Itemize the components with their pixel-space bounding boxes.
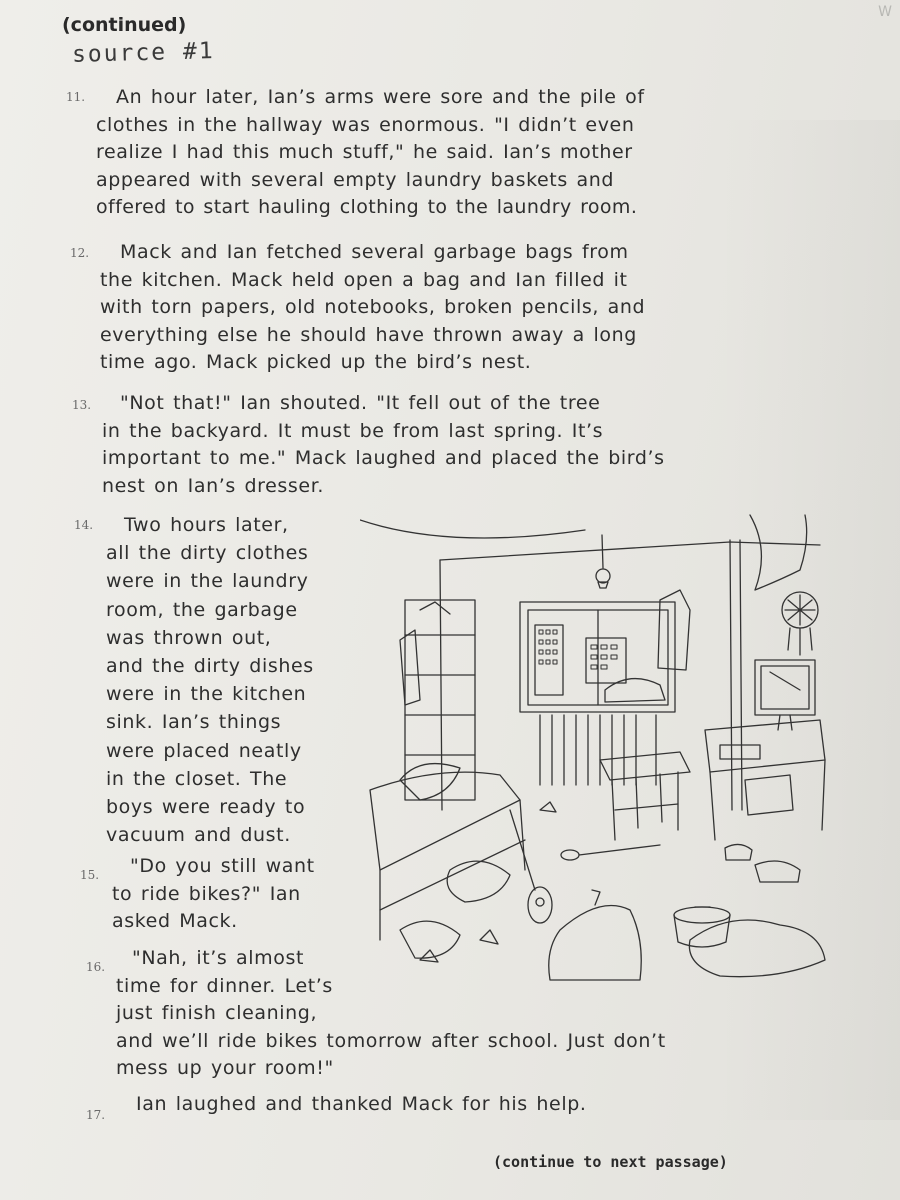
text-line: just finish cleaning, — [116, 1002, 318, 1024]
text-line: were in the laundry — [106, 570, 309, 593]
text-line: with torn papers, old notebooks, broken pencils, and — [100, 296, 646, 318]
left-wall-edge — [440, 560, 442, 810]
paragraph-number: 13. — [72, 398, 92, 412]
text-line: time for dinner. Let’s — [116, 974, 333, 997]
computer-monitor — [755, 660, 815, 730]
continued-label: (continued) — [62, 14, 187, 36]
sneaker-icon — [725, 844, 752, 860]
wall-crack — [360, 520, 585, 538]
paragraph-number: 11. — [66, 90, 86, 104]
text-line: An hour later, Ian’s arms were sore and the pile of — [116, 86, 645, 108]
debris — [480, 930, 498, 944]
text-line: and we’ll ride bikes tomorrow after school. Just don’t — [116, 1029, 666, 1052]
messy-bedroom-illustration — [360, 510, 830, 990]
building-windows — [539, 630, 617, 669]
paragraph-14 — [106, 511, 314, 849]
paragraph-number: 16. — [86, 960, 106, 974]
mouse-cable — [579, 845, 660, 855]
text-line: "Do you still want — [130, 855, 315, 877]
text-line: time ago. Mack picked up the bird’s nest. — [100, 351, 532, 373]
text-line: all the dirty clothes — [106, 542, 309, 565]
guitar-icon — [510, 810, 552, 923]
text-line: and the dirty dishes — [106, 655, 314, 678]
text-line: Two hours later, — [124, 514, 289, 536]
corner-mark: W — [878, 4, 892, 20]
text-line: realize I had this much stuff," he said. Ian’s mother — [96, 141, 633, 163]
paragraph-17 — [136, 1091, 587, 1119]
text-line: was thrown out, — [106, 626, 272, 649]
radiator — [540, 715, 656, 785]
text-line: "Not that!" Ian shouted. "It fell out of the tree — [120, 392, 601, 414]
ceiling-line — [440, 542, 820, 560]
clothes-pile — [400, 921, 460, 958]
paragraph-12 — [100, 239, 645, 377]
text-line: vacuum and dust. — [106, 824, 291, 847]
text-line: "Nah, it’s almost — [132, 947, 305, 969]
lightbulb-icon — [596, 535, 610, 588]
continue-footer: (continue to next passage) — [493, 1153, 728, 1171]
paragraph-number: 12. — [70, 246, 90, 260]
stool — [600, 752, 690, 840]
text-line: the kitchen. Mack held open a bag and Ian filled it — [100, 268, 628, 291]
clothes-pile — [447, 861, 510, 902]
desk — [705, 720, 825, 840]
sneaker-icon — [755, 861, 800, 882]
text-line: boys were ready to — [106, 796, 306, 819]
text-line: to ride bikes?" Ian — [112, 882, 301, 905]
text-line: in the backyard. It must be from last spring. It’s — [102, 419, 604, 442]
text-line: mess up your room!" — [116, 1057, 334, 1079]
text-line: were in the kitchen — [106, 683, 307, 706]
text-line: everything else he should have thrown away a long — [100, 323, 637, 346]
paragraph-number: 15. — [80, 868, 100, 882]
text-line: sink. Ian’s things — [106, 711, 282, 734]
text-line: offered to start hauling clothing to the laundry room. — [96, 196, 638, 218]
text-line: asked Mack. — [112, 910, 238, 932]
pot-icon — [674, 907, 730, 947]
paragraph-15 — [112, 853, 315, 936]
debris — [540, 802, 556, 812]
text-line: clothes in the hallway was enormous. "I didn’t even — [96, 113, 635, 136]
garbage-bag-icon — [549, 890, 642, 980]
text-line: important to me." Mack laughed and placed the bird’s — [102, 447, 665, 469]
text-line: room, the garbage — [106, 598, 298, 621]
messy-bed — [370, 764, 525, 940]
dreamcatcher-icon — [782, 592, 818, 655]
paragraph-11 — [96, 84, 645, 222]
text-line: appeared with several empty laundry baskets and — [96, 168, 615, 191]
paragraph-number: 14. — [74, 518, 94, 532]
text-line: Mack and Ian fetched several garbage bags from — [120, 241, 629, 263]
clothes-pile — [689, 920, 825, 977]
handwritten-source-note: source #1 — [71, 38, 215, 68]
text-line: Ian laughed and thanked Mack for his help. — [136, 1093, 587, 1115]
curtain — [750, 515, 807, 590]
text-line: were placed neatly — [106, 739, 302, 762]
mouse-icon — [561, 850, 579, 860]
text-line: nest on Ian’s dresser. — [102, 474, 325, 497]
paragraph-13 — [102, 390, 665, 500]
text-line: in the closet. The — [106, 767, 288, 790]
paragraph-number: 17. — [86, 1108, 106, 1122]
